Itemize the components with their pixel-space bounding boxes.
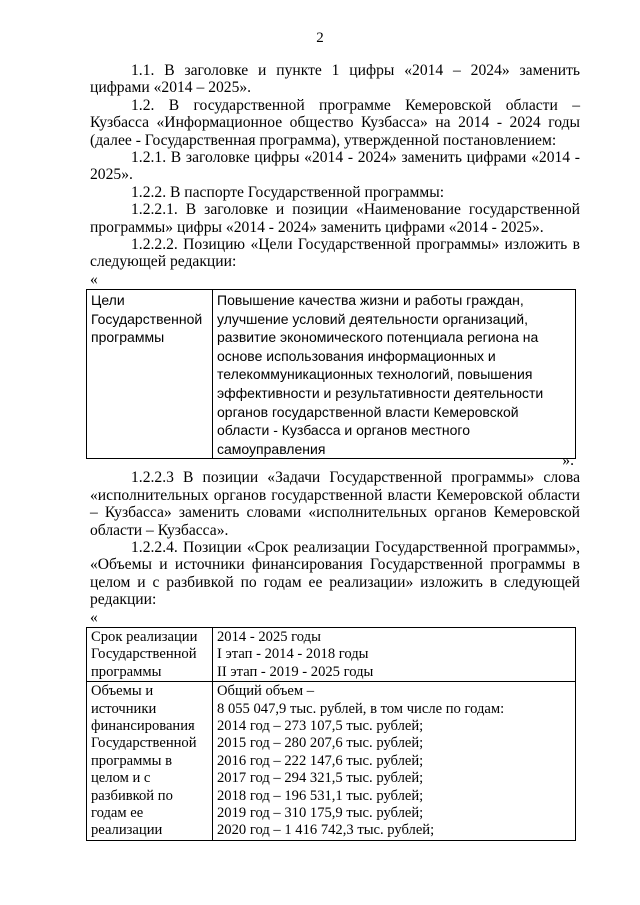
paragraph-1-2-2-2: 1.2.2.2. Позицию «Цели Государственной программы» изложить в следующей редакции: <box>90 236 580 271</box>
label-line: Государственной <box>91 735 197 752</box>
value-line: улучшение условий деятельности организаций, <box>217 310 529 327</box>
label-line: годам ее <box>91 805 144 822</box>
goals-value-cell <box>213 290 576 459</box>
label-line: финансирования <box>91 718 195 735</box>
value-line: области - Кузбасса и органов местного <box>217 422 471 439</box>
paragraph-1-2-2-4: 1.2.2.4. Позиции «Срок реализации Государственной программы», «Объемы и источники финансирования Государственной программы в целом и с разбивкой по годам ее реализации» изложить в следующей редакции: <box>90 539 580 609</box>
table-row <box>87 682 576 841</box>
paragraph-1-2-1: 1.2.1. В заголовке цифры «2014 - 2024» заменить цифрами «2014 - 2025». <box>90 149 580 184</box>
paragraph-1-1: 1.1. В заголовке и пункте 1 цифры «2014 – 2024» заменить цифрами «2014 – 2025». <box>90 62 580 97</box>
value-line: 2015 год – 280 207,6 тыс. рублей; <box>217 735 424 752</box>
value-line: самоуправления <box>217 440 326 457</box>
value-line: 2014 - 2025 годы <box>217 629 321 645</box>
value-line: 2017 год – 294 321,5 тыс. рублей; <box>217 770 424 787</box>
value-line: 8 055 047,9 тыс. рублей, в том числе по годам: <box>217 700 505 717</box>
value-line: II этап - 2019 - 2025 годы <box>217 663 374 680</box>
amendments-block-b <box>90 452 580 626</box>
open-quote: « <box>90 608 98 626</box>
label-line: Государственной <box>91 310 203 327</box>
value-line: 2020 год – 1 416 742,3 тыс. рублей; <box>217 822 435 839</box>
value-line: Общий объем – <box>217 683 315 700</box>
value-line: развитие экономического потенциала региона на <box>217 329 539 346</box>
value-line: Повышение качества жизни и работы граждан, <box>217 292 524 308</box>
amendments-block-a <box>90 62 580 288</box>
label-line: разбивкой по <box>91 787 173 804</box>
label-line: Государственной <box>91 646 197 663</box>
value-line: 2016 год – 222 147,6 тыс. рублей; <box>217 752 424 769</box>
label-line: Объемы и <box>91 683 154 700</box>
value-line: основе использования информационных и <box>217 347 496 364</box>
paragraph-1-2-2: 1.2.2. В паспорте Государственной программы: <box>131 183 445 201</box>
value-line: I этап - 2014 - 2018 годы <box>217 646 369 663</box>
label-line: программы <box>91 329 165 346</box>
label-line: целом и с <box>91 770 151 787</box>
close-quote: ». <box>562 452 574 469</box>
goals-table-wrap <box>86 289 576 459</box>
label-line: программы <box>91 663 162 680</box>
goals-label-cell <box>87 290 213 459</box>
open-quote: « <box>90 270 98 288</box>
label-line: реализации <box>91 822 163 839</box>
term-funding-table-wrap <box>86 627 576 841</box>
term-label-cell <box>87 628 213 682</box>
paragraph-1-2: 1.2. В государственной программе Кемеровской области – Кузбасса «Информационное общество Кузбасса» на 2014 - 2024 годы (далее - Государственная программа), утвержденной постановлением: <box>90 96 580 149</box>
value-line: эффективности и результативности деятельности <box>217 384 544 401</box>
table-row <box>87 628 576 682</box>
funding-value-cell <box>213 682 576 841</box>
value-line: 2018 год – 196 531,1 тыс. рублей; <box>217 787 424 804</box>
term-value-cell <box>213 628 576 682</box>
label-line: Срок реализации <box>91 629 198 645</box>
page-number: 2 <box>316 30 324 46</box>
goals-table <box>86 289 576 459</box>
label-line: источники <box>91 700 157 717</box>
value-line: телекоммуникационных технологий, повышения <box>217 366 533 383</box>
value-line: 2019 год – 310 175,9 тыс. рублей; <box>217 805 424 822</box>
term-funding-table <box>86 627 576 841</box>
paragraph-1-2-2-1: 1.2.2.1. В заголовке и позиции «Наименование государственной программы» цифры «2014 - 2024» заменить цифрами «2014 - 2025». <box>90 201 580 236</box>
value-line: 2014 год – 273 107,5 тыс. рублей; <box>217 718 424 735</box>
value-line: органов государственной власти Кемеровской <box>217 403 519 420</box>
table-row <box>87 290 576 459</box>
label-line: программы в <box>91 752 172 769</box>
label-line: Цели <box>91 292 125 308</box>
funding-label-cell <box>87 682 213 841</box>
paragraph-1-2-2-3: 1.2.2.3 В позиции «Задачи Государственной программы» слова «исполнительных органов государственной власти Кемеровской области – Кузбасса» заменить словами «исполнительных органов Кемеровской области – Кузбасса». <box>90 469 580 539</box>
